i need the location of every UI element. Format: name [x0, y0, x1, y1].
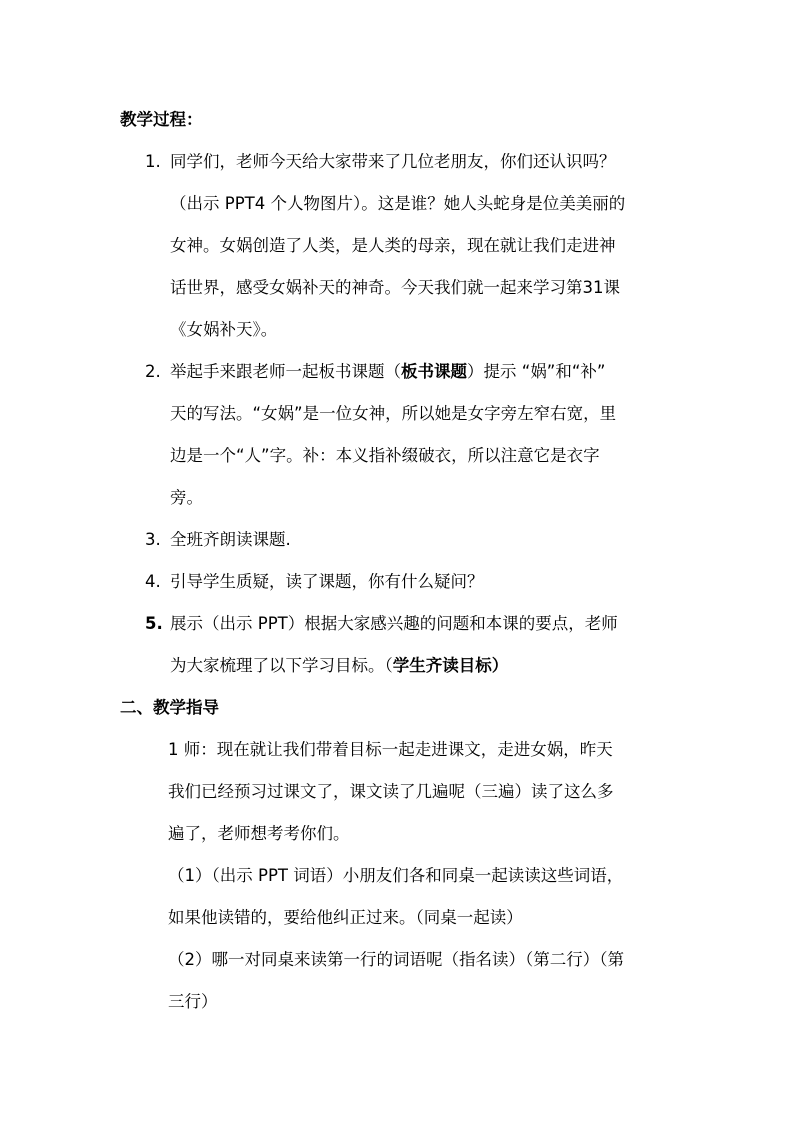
- paragraph-line: （2）哪一对同桌来读第一行的词语呢（指名读）（第二行）（第: [168, 950, 624, 969]
- list-number: 3.: [145, 530, 161, 549]
- list-number: 2.: [145, 362, 161, 381]
- section-heading-guidance: 二、教学指导: [120, 698, 219, 717]
- paragraph-line: [170, 362, 605, 382]
- paragraph-line: 我们已经预习过课文了，课文读了几遍呢（三遍）读了这么多: [168, 782, 614, 801]
- paragraph-line: 女神。女娲创造了人类，是人类的母亲，现在就让我们走进神: [170, 236, 616, 255]
- paragraph-line: （1）（出示 PPT 词语）小朋友们各和同桌一起读读这些词语，: [168, 866, 624, 885]
- paragraph-line: 遍了，老师想考考你们。: [168, 824, 350, 843]
- paragraph-line: 展示（出示 PPT）根据大家感兴趣的问题和本课的要点，老师: [170, 614, 618, 633]
- paragraph-line: 旁。: [170, 488, 203, 507]
- section-heading-process: 教学过程：: [120, 110, 203, 129]
- bold-text-run: 板书课题: [401, 362, 467, 381]
- text-run: 举起手来跟老师一起板书课题（: [170, 362, 401, 381]
- list-number: 4.: [145, 572, 161, 591]
- list-number: 1.: [145, 152, 161, 171]
- paragraph-line: 1 师：现在就让我们带着目标一起走进课文，走进女娲，昨天: [168, 740, 613, 759]
- paragraph-line: （出示 PPT4 个人物图片）。这是谁？她人头蛇身是位美美丽的: [170, 194, 626, 213]
- paragraph-line: 引导学生质疑，读了课题，你有什么疑问？: [170, 572, 484, 591]
- paragraph-line: 全班齐朗读课题.: [170, 530, 291, 549]
- paragraph-line: 三行）: [168, 992, 218, 1011]
- text-run: ）提示 “娲”和“补”: [467, 362, 606, 381]
- text-run: 为大家梳理了以下学习目标。（: [170, 656, 393, 675]
- list-number: 5.: [145, 614, 163, 633]
- paragraph-line: 边是一个“人”字。补：本义指补缀破衣，所以注意它是衣字: [170, 446, 600, 465]
- paragraph-line: 《女娲补天》。: [170, 320, 278, 339]
- paragraph-line: 如果他读错的，要给他纠正过来。（同桌一起读）: [168, 908, 523, 927]
- bold-text-run: 学生齐读目标）: [392, 656, 509, 675]
- paragraph-line: 同学们，老师今天给大家带来了几位老朋友，你们还认识吗？: [170, 152, 616, 171]
- paragraph-line: [170, 656, 508, 676]
- paragraph-line: 天的写法。“女娲”是一位女神，所以她是女字旁左窄右宽，里: [170, 404, 617, 423]
- paragraph-line: 话世界，感受女娲补天的神奇。今天我们就一起来学习第31课: [170, 278, 620, 297]
